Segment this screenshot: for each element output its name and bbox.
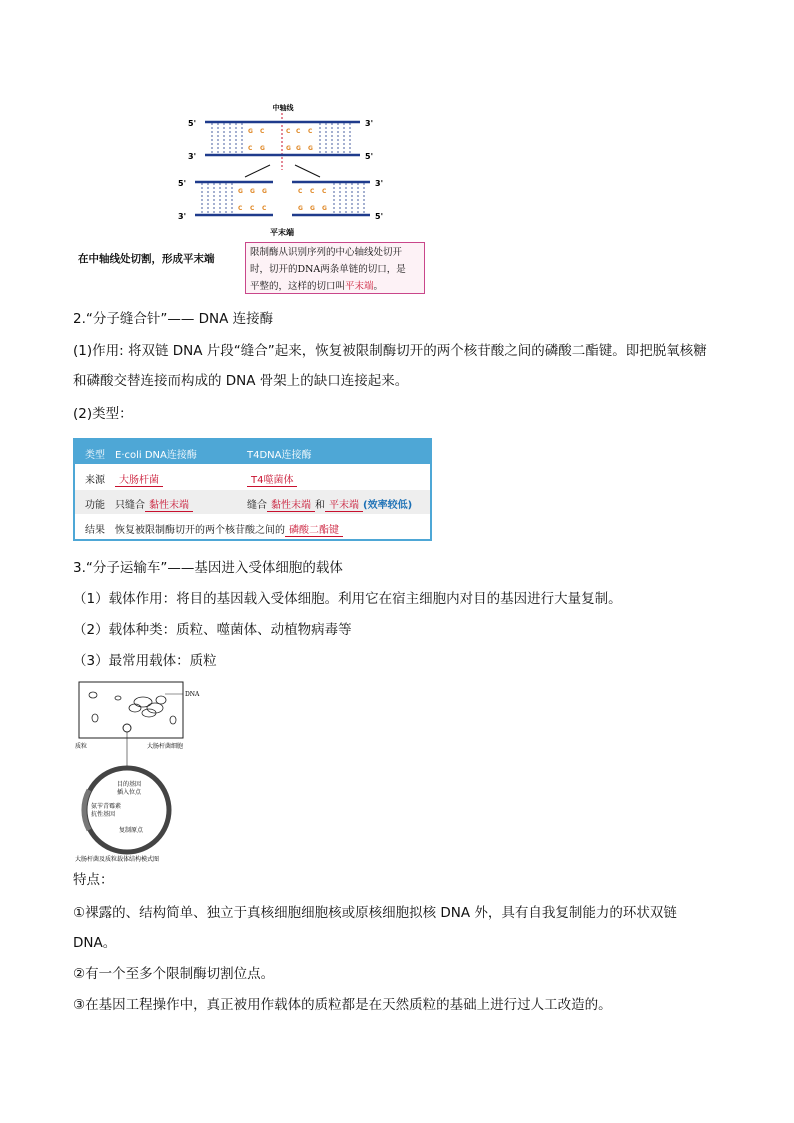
svg-text:G: G: [310, 205, 315, 212]
section-heading: 2.“分子缝合针”—— DNA 连接酶: [73, 311, 274, 327]
features-title: 特点：: [73, 872, 114, 888]
label-amp: 抗性基因: [91, 811, 116, 818]
table-row: 结果 恢复被限制酶切开的两个核苷酸之间的 磷酸二酯键: [75, 515, 430, 539]
note-box: [245, 242, 425, 294]
answer: 磷酸二酯键: [285, 525, 343, 537]
svg-text:C: C: [296, 128, 301, 135]
svg-text:C: C: [238, 205, 243, 212]
arrow: [245, 165, 270, 177]
answer: 黏性末端: [145, 500, 193, 512]
answer: 平末端: [325, 500, 363, 512]
base-pairs: [212, 123, 350, 154]
axis-label: 中轴线: [272, 104, 294, 112]
label-3prime: 3': [188, 152, 197, 161]
svg-text:C: C: [248, 145, 253, 152]
label-3prime: 3': [375, 179, 384, 188]
plasmid-diagram: [73, 680, 223, 865]
svg-text:C: C: [286, 128, 291, 135]
paragraph: (1)作用: 将双链 DNA 片段“缝合”起来，恢复被限制酶切开的两个核苷酸之间的磷酸二酯键。即把脱氧核糖: [73, 343, 707, 359]
svg-text:G: G: [238, 188, 243, 195]
section-heading: 3.“分子运输车”——基因进入受体细胞的载体: [73, 560, 343, 576]
feature-item: ②有一个至多个限制酶切割位点。: [73, 966, 275, 982]
svg-text:G: G: [296, 145, 301, 152]
note-line: 限制酶从识别序列的中心轴线处切开: [250, 247, 403, 258]
svg-text:C: C: [298, 188, 303, 195]
svg-text:C: C: [250, 205, 255, 212]
bases-orange: [248, 128, 313, 152]
arrow: [295, 165, 320, 177]
answer: 大肠杆菌: [115, 475, 163, 487]
note-line: 平整的，这样的切口叫平末端。: [250, 281, 384, 292]
table-row: 功能 只缝合 黏性末端 缝合 黏性末端 和 平末端 (效率较低): [75, 490, 430, 514]
label-5prime: 5': [178, 179, 187, 188]
figure-caption: 在中轴线处切割，形成平末端: [78, 253, 215, 265]
svg-text:G: G: [308, 145, 313, 152]
feature-item: DNA。: [73, 935, 117, 951]
label-5prime: 5': [375, 212, 384, 221]
note-line: 时，切开的DNA两条单链的切口，是: [250, 264, 406, 275]
feature-item: ①裸露的、结构简单、独立于真核细胞细胞核或原核细胞拟核 DNA 外，具有自我复制能力的环状双链: [73, 905, 677, 921]
answer: 黏性末端: [267, 500, 315, 512]
blunt-end-label: 平末端: [270, 228, 294, 237]
svg-text:G: G: [322, 205, 327, 212]
label-insert: 目的基因: [117, 781, 142, 788]
svg-text:G: G: [286, 145, 291, 152]
label-dna: DNA: [185, 691, 200, 698]
answer: T4噬菌体: [247, 475, 297, 487]
svg-text:C: C: [322, 188, 327, 195]
figure-caption: 大肠杆菌及质粒载体结构模式图: [75, 856, 160, 863]
bases-orange: [238, 188, 327, 212]
paragraph: (2)类型：: [73, 406, 133, 422]
paragraph: （1）载体作用：将目的基因载入受体细胞。利用它在宿主细胞内对目的基因进行大量复制。: [73, 591, 622, 607]
svg-text:G: G: [298, 205, 303, 212]
svg-text:G: G: [250, 188, 255, 195]
label-plasmid: 质粒: [75, 743, 88, 750]
plasmid-highlight: [123, 724, 131, 732]
label-3prime: 3': [365, 119, 374, 128]
svg-text:C: C: [260, 128, 265, 135]
svg-text:C: C: [262, 205, 267, 212]
ligase-table: [73, 438, 432, 541]
table-header: 类型 E·coli DNA连接酶 T4DNA连接酶: [75, 440, 430, 464]
label-5prime: 5': [188, 119, 197, 128]
label-3prime: 3': [178, 212, 187, 221]
label-5prime: 5': [365, 152, 374, 161]
svg-text:C: C: [308, 128, 313, 135]
label-origin: 复制原点: [119, 827, 144, 834]
blunt-end-term: 平末端: [345, 281, 374, 292]
paragraph: （2）载体种类：质粒、噬菌体、动植物病毒等: [73, 622, 352, 638]
dna-tangle: [129, 696, 166, 717]
paragraph: 和磷酸交替连接而构成的 DNA 骨架上的缺口连接起来。: [73, 373, 409, 389]
label-ecoli: 大肠杆菌细胞: [147, 743, 184, 750]
feature-item: ③在基因工程操作中，真正被用作载体的质粒都是在天然质粒的基础上进行过人工改造的。: [73, 997, 612, 1013]
table-row: 来源 大肠杆菌 T4噬菌体: [75, 465, 430, 489]
label-amp: 氨苄青霉素: [91, 803, 122, 810]
paragraph: （3）最常用载体：质粒: [73, 653, 217, 669]
svg-text:G: G: [248, 128, 253, 135]
svg-text:G: G: [260, 145, 265, 152]
base-pairs: [202, 183, 364, 214]
svg-text:G: G: [262, 188, 267, 195]
label-insert: 插入位点: [117, 789, 142, 796]
svg-text:C: C: [310, 188, 315, 195]
